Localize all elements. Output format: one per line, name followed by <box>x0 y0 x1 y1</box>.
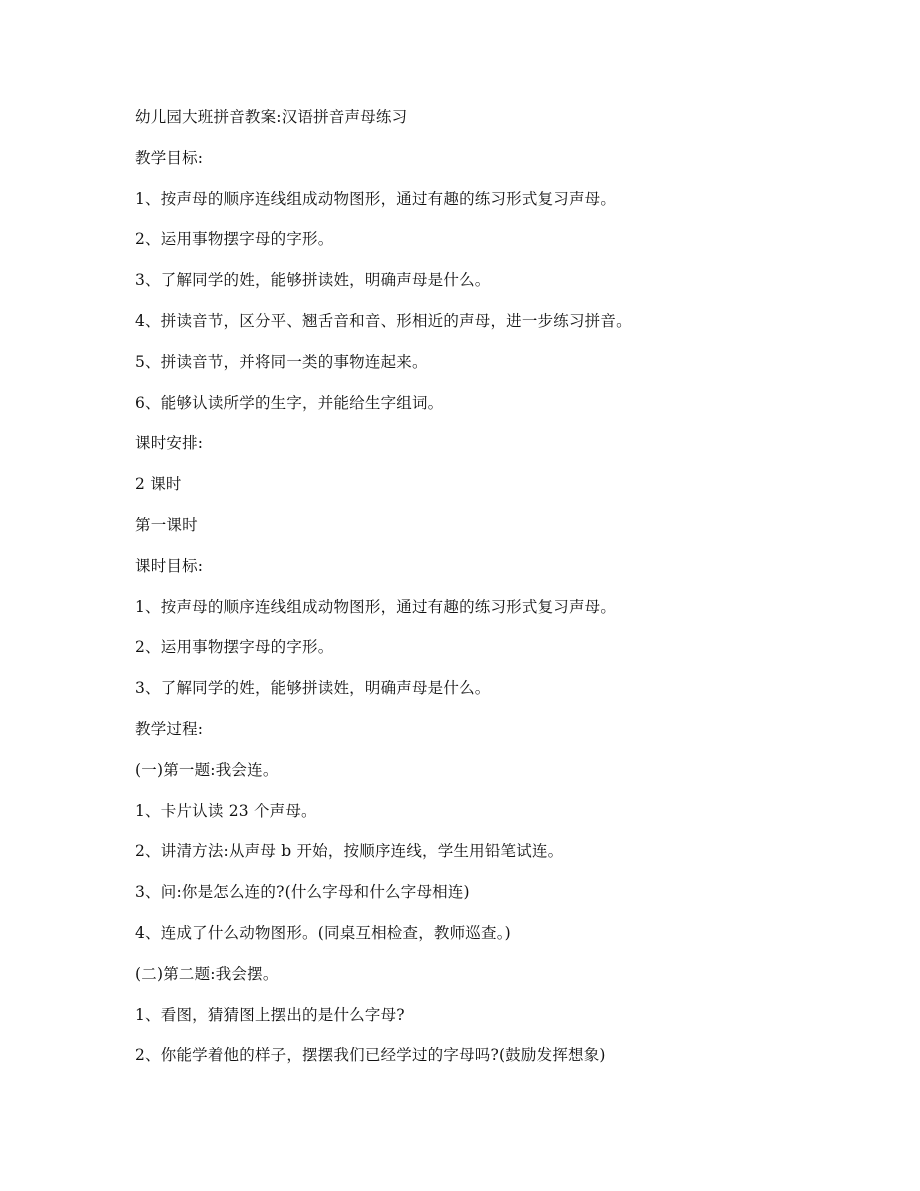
section-heading-lesson-goals: 课时目标: <box>135 556 204 575</box>
section-heading-first-lesson: 第一课时 <box>135 515 198 534</box>
paragraph: 4、拼读音节，区分平、翘舌音和音、形相近的声母，进一步练习拼音。 <box>135 311 632 330</box>
section-heading-teaching-goals: 教学目标: <box>135 148 204 167</box>
paragraph: 2、运用事物摆字母的字形。 <box>135 230 334 249</box>
paragraph: 1、按声母的顺序连线组成动物图形，通过有趣的练习形式复习声母。 <box>135 597 617 616</box>
paragraph: 2、讲清方法:从声母 b 开始，按顺序连线，学生用铅笔试连。 <box>135 842 564 861</box>
paragraph: 5、拼读音节，并将同一类的事物连起来。 <box>135 352 428 371</box>
section-heading-process: 教学过程: <box>135 719 204 738</box>
paragraph: 4、连成了什么动物图形。(同桌互相检查，教师巡查。) <box>135 923 511 942</box>
subsection-heading: (一)第一题:我会连。 <box>135 760 279 779</box>
paragraph: 1、卡片认读 23 个声母。 <box>135 801 317 820</box>
paragraph: 6、能够认读所学的生字，并能给生字组词。 <box>135 393 444 412</box>
paragraph: 3、问:你是怎么连的?(什么字母和什么字母相连) <box>135 883 470 902</box>
section-heading-schedule: 课时安排: <box>135 434 204 453</box>
paragraph: 1、看图，猜猜图上摆出的是什么字母? <box>135 1005 405 1024</box>
subsection-heading: (二)第二题:我会摆。 <box>135 964 279 983</box>
paragraph: 3、了解同学的姓，能够拼读姓，明确声母是什么。 <box>135 271 491 290</box>
paragraph: 2、你能学着他的样子，摆摆我们已经学过的字母吗?(鼓励发挥想象) <box>135 1046 606 1065</box>
paragraph: 3、了解同学的姓，能够拼读姓，明确声母是什么。 <box>135 679 491 698</box>
document-body <box>135 107 835 1086</box>
paragraph: 1、按声母的顺序连线组成动物图形，通过有趣的练习形式复习声母。 <box>135 189 617 208</box>
paragraph: 2、运用事物摆字母的字形。 <box>135 638 334 657</box>
document-title: 幼儿园大班拼音教案:汉语拼音声母练习 <box>135 108 408 126</box>
paragraph: 2 课时 <box>135 475 182 494</box>
